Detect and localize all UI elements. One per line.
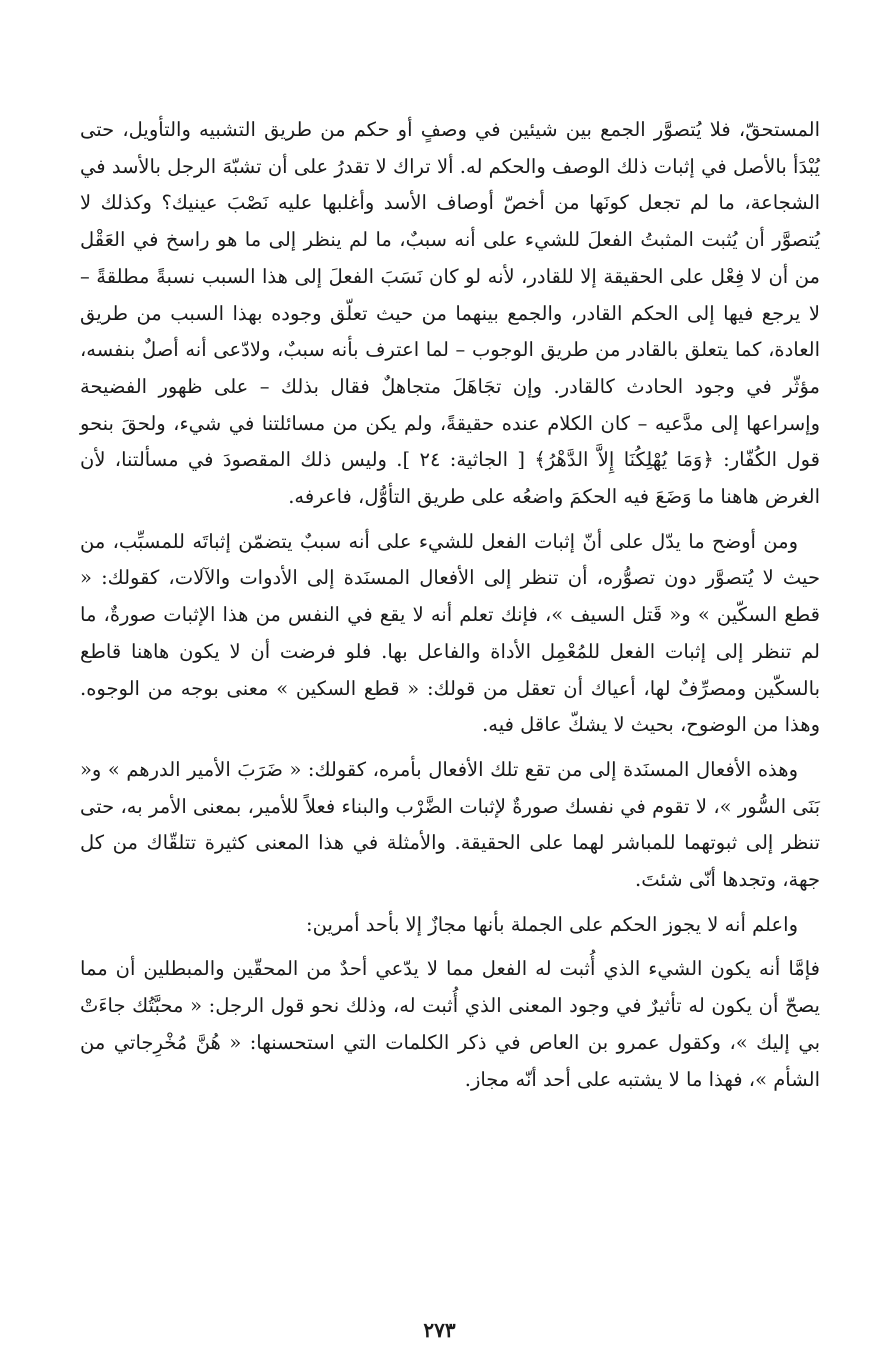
paragraph-5: فإمَّا أنه يكون الشيء الذي أُثبت له الفعل مما لا يدّعي أحدٌ من المحقّين والمبطلين أن مما يصحّ أن يكون له تأثيرٌ في وجود المعنى الذي أُثبت له، وذلك نحو قول الرجل: « محبَّتُك جاءَتْ بي إليك »، وكقول عمرو بن العاص في ذكر الكلمات التي استحسنها: « هُنَّ مُخْرِجاتي من الشأم »، فهذا ما لا يشتبه على أحد أنّه مجاز. xyxy=(80,957,820,1091)
paragraph-1: المستحقّ، فلا يُتصوَّر الجمع بين شيئين في وصفٍ أو حكم من طريق التشبيه والتأويل، حتى يُبْدَأ بالأصل في إثبات ذلك الوصف والحكم له. ألا تراك لا تقدرُ على أن تشبّهَ الرجل بالأسد في الشجاعة، ما لم تجعل كونَها من أخصّ أوصاف الأسد وأغلبها عليه نَصْبَ عينيك؟ وكذلك لا يُتصوَّر أن يُثبت المثبتُ الفعلَ للشيء على أنه سببٌ، ما لم ينظر إلى ما هو راسخ في العَقْل من أن لا فِعْل على الحقيقة إلا للقادر، لأنه لو كان نَسَبَ الفعلَ إلى هذا السبب نسبةً مطلقةً – لا يرجع فيها إلى الحكم القادر، والجمع بينهما من حيث تعلّق وجوده بهذا السبب من طريق العادة، كما يتعلق بالقادر من طريق الوجوب – لما اعترف بأنه سببٌ، ولادّعى أنه أصلٌ بنفسه، مؤثّر في وجود الحادث كالقادر. وإن تجَاهَلَ متجاهلٌ فقال بذلك – على ظهور الفضيحة وإسراعها إلى مدَّعيه – كان الكلام عنده حقيقةً، ولم يكن من مسائلتنا في شيء، ولحقَ بنحو قول الكُفّار: ﴿وَمَا يُهْلِكُنَا إِلاَّ الدَّهْرُ﴾ [ الجاثية: ٢٤ ]. وليس ذلك المقصودَ في مسألتنا، لأن الغرض هاهنا ما وَضَعَ فيه الحكمَ واضعُه على طريق التأوُّل، فاعرفه. xyxy=(80,118,820,509)
paragraph-3: وهذه الأفعال المسنَدة إلى من تقع تلك الأفعال بأمره، كقولك: « ضَرَبَ الأمير الدرهم » و« بَنَى السُّور »، لا تقوم في نفسك صورةٌ لإثبات الضَّرْب والبناء فعلاً للأمير، بمعنى الأمر به، حتى تنظر إلى ثبوتهما للمباشر لهما على الحقيقة. والأمثلة في هذا المعنى كثيرة تتلقّاك من كل جهة، وتجدها أنّى شئتَ. xyxy=(80,757,820,892)
page-number: ٢٧٣ xyxy=(423,1318,456,1342)
paragraph-2: ومن أوضح ما يدّل على أنّ إثبات الفعل للشيء على أنه سببٌ يتضمّن إثباتَه للمسبِّب، من حيث لا يُتصوَّر دون تصوُّره، أن تنظر إلى الأفعال المسنَدة إلى الأدوات والآلات، كقولك: « قطع السكّين » و« قَتل السيف »، فإنك تعلم أنه لا يقع في النفس من هذا الإثبات صورةٌ، ما لم تنظر إلى إثبات الفعل للمُعْمِل الأداة والفاعل بها. فلو فرضت أن لا يكون هاهنا قاطع بالسكّين ومصرِّفٌ لها، أعياك أن تعقل من قولك: « قطع السكين » معنى بوجه من الوجوه. وهذا من الوضوح، بحيث لا يشكّ عاقل فيه. xyxy=(80,529,820,737)
page-body xyxy=(80,112,820,1098)
paragraph-4: واعلم أنه لا يجوز الحكم على الجملة بأنها مجازٌ إلا بأحد أمرين: xyxy=(306,912,798,936)
